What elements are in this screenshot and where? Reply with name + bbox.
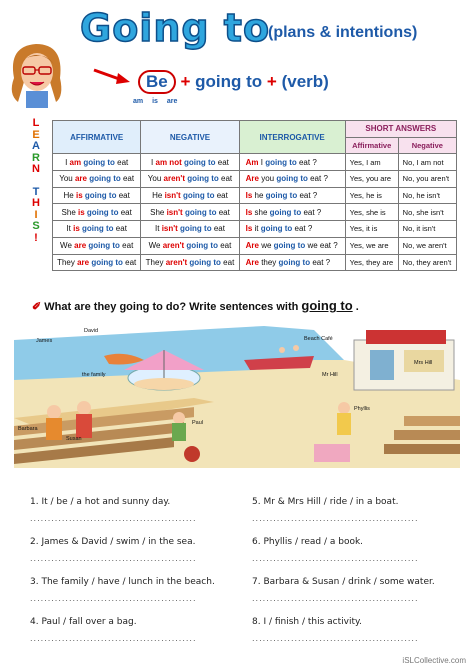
- word: going to: [183, 157, 216, 167]
- word: isn't: [164, 191, 181, 201]
- cell-neg: [141, 154, 239, 171]
- exercise-item: 4. Paul / fall over a bag.: [30, 617, 137, 627]
- word: eat ?: [310, 174, 328, 184]
- word: going to: [82, 224, 114, 234]
- word: eat ?: [294, 224, 313, 234]
- answer-line[interactable]: ...............................................: [30, 554, 197, 563]
- v-letter: I: [34, 208, 38, 221]
- v-letter: T: [32, 185, 40, 198]
- word: going to: [83, 157, 115, 167]
- word: going to: [265, 191, 298, 201]
- word: Am: [245, 157, 259, 167]
- plus-sign: +: [266, 72, 277, 91]
- label-barbara: Barbara: [18, 426, 38, 432]
- word: Are: [245, 174, 259, 184]
- word: he: [254, 191, 264, 201]
- word: going to: [269, 207, 302, 217]
- cell-neg: [141, 221, 239, 238]
- word: eat: [223, 257, 235, 267]
- cell-short-yes: Yes, I am: [345, 154, 398, 171]
- word: is: [76, 191, 83, 201]
- exercise-item: 2. James & David / swim / in the sea.: [30, 537, 196, 547]
- v-letter: L: [32, 117, 40, 129]
- cell-int: [239, 171, 345, 188]
- answer-line[interactable]: ...............................................: [252, 514, 419, 523]
- label-paul: Paul: [192, 420, 204, 426]
- v-letter: H: [32, 197, 40, 209]
- cell-aff: [53, 171, 141, 188]
- be-form-is: is: [152, 98, 158, 105]
- word: going to: [86, 207, 119, 217]
- cell-int: [239, 237, 345, 254]
- word: eat: [220, 241, 232, 251]
- label-mr-hill: Mr Hill: [322, 372, 338, 378]
- word: going to: [189, 257, 221, 267]
- cell-neg: [141, 204, 239, 221]
- word: She: [61, 207, 76, 217]
- header-short-answers: SHORT ANSWERS: [345, 121, 456, 138]
- word: aren't: [162, 241, 185, 251]
- word: is: [78, 207, 85, 217]
- answer-line[interactable]: ...............................................: [30, 514, 197, 523]
- formula-going-to: going to: [195, 72, 263, 91]
- instruction: [32, 298, 359, 313]
- word: going to: [187, 174, 219, 184]
- word: eat ?: [303, 207, 322, 217]
- exercise-item: 1. It / be / a hot and sunny day.: [30, 497, 171, 507]
- word: going to: [88, 241, 120, 251]
- word: it: [254, 224, 259, 234]
- word: going to: [84, 191, 117, 201]
- word: going to: [276, 174, 308, 184]
- table-row: [53, 187, 457, 204]
- formula: [138, 70, 329, 94]
- word: eat ?: [299, 191, 318, 201]
- instruction-text: What are they going to do? Write sentences with: [44, 301, 299, 313]
- word: they: [261, 257, 277, 267]
- cell-int: [239, 254, 345, 271]
- be-forms: [133, 98, 184, 105]
- label-james: James: [36, 338, 53, 344]
- word: eat: [122, 174, 135, 184]
- word: eat: [221, 174, 233, 184]
- cell-short-no: No, we aren't: [398, 237, 456, 254]
- word: Is: [245, 191, 253, 201]
- cell-int: [239, 221, 345, 238]
- footer-watermark: iSLCollective.com: [402, 656, 466, 665]
- word: going to: [91, 257, 123, 267]
- cell-aff: [53, 237, 141, 254]
- word: she: [254, 207, 268, 217]
- beach-scene-illustration: [14, 320, 460, 468]
- answer-line[interactable]: ...............................................: [252, 554, 419, 563]
- v-spacer: [28, 176, 44, 187]
- cell-aff: [53, 154, 141, 171]
- header-short-negative: Negative: [398, 137, 456, 154]
- word: are: [74, 174, 87, 184]
- word: Are: [245, 257, 259, 267]
- word: aren't: [163, 174, 185, 184]
- word: It: [155, 224, 160, 234]
- be-form-am: am: [133, 98, 144, 105]
- word: going to: [278, 257, 311, 267]
- word: eat: [217, 157, 229, 167]
- v-letter: R: [32, 151, 40, 164]
- v-letter: E: [32, 128, 40, 141]
- v-letter: N: [32, 163, 40, 175]
- word: We: [60, 241, 72, 251]
- word: She: [150, 207, 165, 217]
- cell-neg: [141, 171, 239, 188]
- exercise-item: 6. Phyllis / read / a book.: [252, 537, 364, 547]
- word: eat: [117, 157, 129, 167]
- word: You: [147, 174, 162, 184]
- header-negative: NEGATIVE: [141, 121, 239, 154]
- cell-aff: [53, 187, 141, 204]
- teacher-avatar-icon: [6, 38, 68, 108]
- answer-line[interactable]: ...............................................: [30, 634, 197, 643]
- cell-short-yes: Yes, he is: [345, 187, 398, 204]
- word: eat ?: [298, 157, 317, 167]
- table-row: [53, 204, 457, 221]
- exercise-item: 7. Barbara & Susan / drink / some water.: [252, 577, 435, 587]
- label-susan: Susan: [66, 436, 82, 442]
- word: eat: [115, 224, 127, 234]
- table-row: [53, 154, 457, 171]
- instruction-keyword: going to: [301, 298, 353, 313]
- word: They: [145, 257, 164, 267]
- word: going to: [184, 207, 217, 217]
- cell-short-yes: Yes, we are: [345, 237, 398, 254]
- word: Is: [245, 207, 253, 217]
- v-letter: !: [34, 231, 38, 244]
- table-row: [53, 221, 457, 238]
- instruction-end: .: [355, 301, 359, 313]
- label-mrs-hill: Mrs Hill: [414, 360, 433, 366]
- cell-short-no: No, you aren't: [398, 171, 456, 188]
- word: we: [261, 241, 272, 251]
- word: I: [151, 157, 154, 167]
- cell-neg: [141, 237, 239, 254]
- word: It: [66, 224, 71, 234]
- word: eat: [216, 191, 228, 201]
- word: going to: [182, 191, 215, 201]
- label-david: David: [84, 328, 99, 334]
- word: aren't: [165, 257, 188, 267]
- exercise-item: 3. The family / have / lunch in the beach.: [30, 577, 215, 587]
- table-row: [53, 171, 457, 188]
- word: am not: [155, 157, 182, 167]
- page-title: Going to: [80, 6, 271, 50]
- word: we eat ?: [307, 241, 338, 251]
- cell-neg: [141, 187, 239, 204]
- word: are: [74, 241, 87, 251]
- answer-line[interactable]: ...............................................: [30, 594, 197, 603]
- word: We: [148, 241, 161, 251]
- word: He: [152, 191, 163, 201]
- be-form-are: are: [166, 98, 178, 105]
- be-bubble: Be: [138, 70, 176, 94]
- arrow-icon: [92, 66, 136, 86]
- word: eat ?: [312, 257, 331, 267]
- vertical-learn-this: [28, 118, 44, 244]
- cell-short-no: No, it isn't: [398, 221, 456, 238]
- word: He: [63, 191, 74, 201]
- word: are: [77, 257, 90, 267]
- cell-short-yes: Yes, it is: [345, 221, 398, 238]
- word: isn't: [161, 224, 178, 234]
- cell-short-yes: Yes, she is: [345, 204, 398, 221]
- label-beach-cafe: Beach Café: [304, 336, 333, 342]
- cell-short-no: No, he isn't: [398, 187, 456, 204]
- word: going to: [265, 157, 297, 167]
- word: going to: [186, 241, 218, 251]
- formula-verb: (verb): [281, 72, 329, 91]
- header-short-affirmative: Affirmative: [345, 137, 398, 154]
- word: eat: [122, 241, 134, 251]
- word: going to: [89, 174, 121, 184]
- table-row: [53, 254, 457, 271]
- cell-aff: [53, 254, 141, 271]
- cell-int: [239, 187, 345, 204]
- word: eat: [120, 207, 132, 217]
- exercise-item: 5. Mr & Mrs Hill / ride / in a boat.: [252, 497, 399, 507]
- cell-short-no: No, I am not: [398, 154, 456, 171]
- v-letter: S: [32, 220, 40, 232]
- header-affirmative: AFFIRMATIVE: [53, 121, 141, 154]
- word: eat: [213, 224, 225, 234]
- word: going to: [180, 224, 212, 234]
- table-row: [53, 237, 457, 254]
- cell-int: [239, 204, 345, 221]
- label-phyllis: Phyllis: [354, 406, 370, 412]
- word: They: [57, 257, 75, 267]
- cell-int: [239, 154, 345, 171]
- cell-short-no: No, she isn't: [398, 204, 456, 221]
- word: Are: [245, 241, 259, 251]
- answer-line[interactable]: ...............................................: [252, 634, 419, 643]
- word: I: [260, 157, 263, 167]
- v-letter: A: [32, 140, 40, 152]
- word: isn't: [166, 207, 183, 217]
- header-interrogative: INTERROGATIVE: [239, 121, 345, 154]
- word: eat: [118, 191, 130, 201]
- word: going to: [260, 224, 293, 234]
- exercise-item: 8. I / finish / this activity.: [252, 617, 362, 627]
- word: is: [73, 224, 80, 234]
- answer-line[interactable]: ...............................................: [252, 594, 419, 603]
- cell-aff: [53, 204, 141, 221]
- word: Is: [245, 224, 253, 234]
- conjugation-table: [52, 120, 457, 271]
- word: you: [261, 174, 275, 184]
- cell-neg: [141, 254, 239, 271]
- label-the-family: the family: [82, 372, 106, 378]
- word: am: [69, 157, 82, 167]
- word: You: [59, 174, 73, 184]
- word: eat: [125, 257, 137, 267]
- cell-short-yes: Yes, you are: [345, 171, 398, 188]
- word: I: [65, 157, 68, 167]
- cell-aff: [53, 221, 141, 238]
- word: going to: [273, 241, 306, 251]
- plus-sign: +: [180, 72, 191, 91]
- word: eat: [218, 207, 230, 217]
- pencil-icon: ✐: [32, 301, 42, 313]
- cell-short-no: No, they aren't: [398, 254, 456, 271]
- page-subtitle: (plans & intentions): [268, 24, 418, 41]
- cell-short-yes: Yes, they are: [345, 254, 398, 271]
